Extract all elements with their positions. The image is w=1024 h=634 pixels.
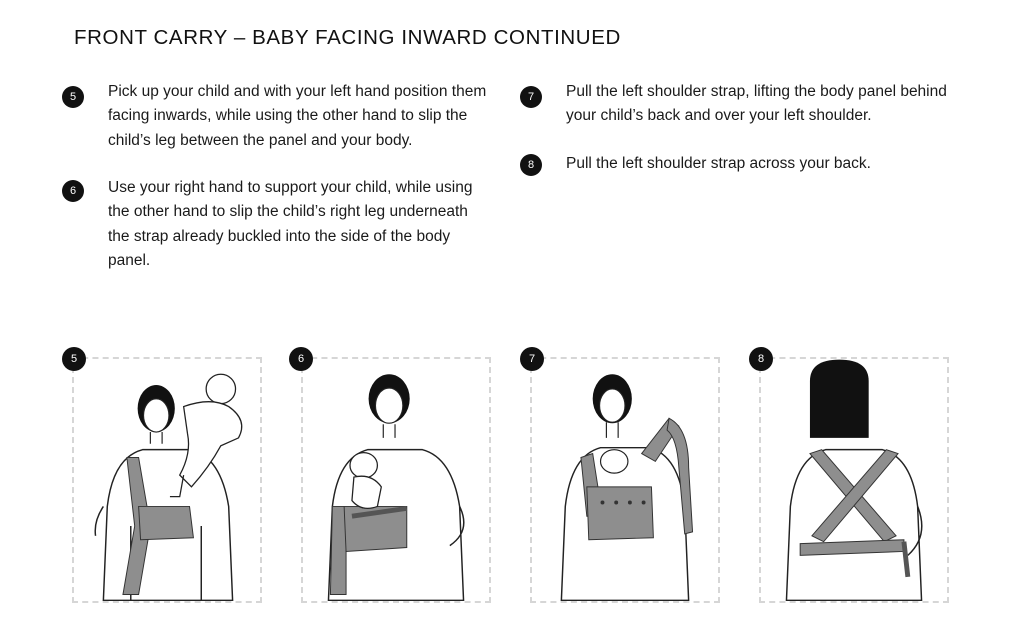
step-7-number-badge: 7 xyxy=(520,86,542,108)
step-5-number-badge: 5 xyxy=(62,86,84,108)
step-7-text: Pull the left shoulder strap, lifting the body panel behind your child’s back and over your left shoulder. xyxy=(566,83,947,125)
illustration-step-7 xyxy=(530,357,720,603)
carrier-front-leg-strap-illustration xyxy=(303,359,489,601)
step-8-text: Pull the left shoulder strap across your back. xyxy=(566,155,871,172)
step-8-number-badge: 8 xyxy=(520,154,542,176)
illustration-6-number-badge: 6 xyxy=(289,347,313,371)
page-title: FRONT CARRY – BABY FACING INWARD CONTINUED xyxy=(74,26,621,49)
step-6-number-badge: 6 xyxy=(62,180,84,202)
step-5-text: Pick up your child and with your left hand position them facing inwards, while using the other hand to slip the child’s leg between the panel and your body. xyxy=(108,83,487,149)
illustration-7-number-badge: 7 xyxy=(520,347,544,371)
step-6-text: Use your right hand to support your child, while using the other hand to slip the child’s right leg underneath the strap already buckled into the side of the body panel. xyxy=(108,179,473,269)
illustration-step-5 xyxy=(72,357,262,603)
illustration-step-6 xyxy=(301,357,491,603)
illustration-5-number-badge: 5 xyxy=(62,347,86,371)
carrier-back-cross-strap-illustration xyxy=(761,359,947,601)
carrier-shoulder-strap-pull-illustration xyxy=(532,359,718,601)
carrier-front-baby-lift-illustration xyxy=(74,359,260,601)
illustration-step-8 xyxy=(759,357,949,603)
illustration-8-number-badge: 8 xyxy=(749,347,773,371)
